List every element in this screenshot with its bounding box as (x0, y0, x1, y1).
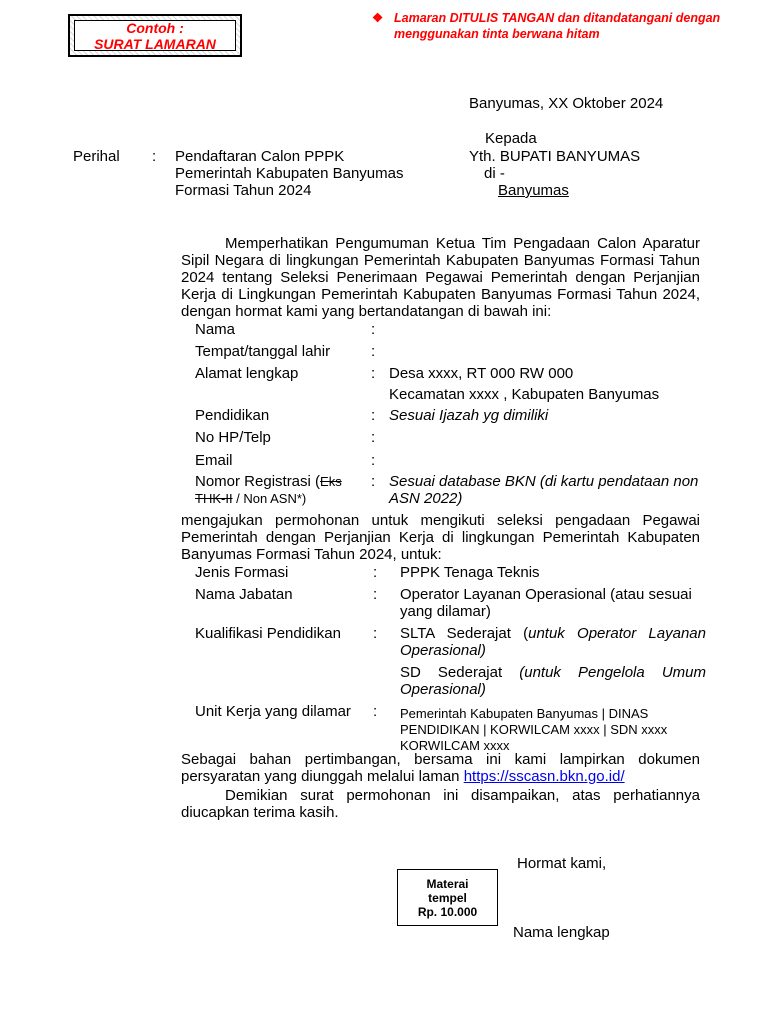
recipient-kepada: Kepada (485, 130, 537, 147)
recipient-di: di - (484, 165, 505, 182)
field-email-colon: : (371, 452, 376, 469)
field-alamat-line2: Kecamatan xxxx , Kabupaten Banyumas (389, 386, 660, 403)
date-place: Banyumas, XX Oktober 2024 (469, 95, 664, 112)
sample-label-inner (74, 20, 236, 51)
subject-line-1: Pendaftaran Calon PPPK (175, 148, 345, 165)
request-paragraph: mengajukan permohonan untuk mengikuti seleksi pengadaan Pegawai Pemerintah dengan Perjanjian Kerja di lingkungan Pemerintah Kabupaten Banyumas Formasi Tahun 2024, untuk: (181, 512, 700, 563)
field-jabatan-value: Operator Layanan Operasional (atau sesuai yang dilamar) (400, 586, 692, 620)
diamond-bullet-icon: ❖ (372, 11, 384, 25)
subject-colon: : (152, 148, 157, 165)
field-unit-value: Pemerintah Kabupaten Banyumas | DINAS PENDIDIKAN | KORWILCAM xxxx | SDN xxxx KORWILCAM xxxx (400, 706, 668, 753)
field-kualifikasi-colon: : (373, 625, 378, 642)
signature-name: Nama lengkap (513, 924, 610, 941)
stamp-line1: Materai (426, 876, 469, 891)
kualifikasi-opt2-main: SD Sederajat (400, 664, 520, 681)
attachment-text: Sebagai bahan pertimbangan, bersama ini kami lampirkan dokumen persyaratan yang diunggah melalui laman (181, 751, 700, 785)
subject-line-2: Pemerintah Kabupaten Banyumas (175, 165, 404, 182)
field-kualifikasi-option1 (400, 625, 706, 659)
field-unit-colon: : (373, 703, 378, 720)
field-ttl-colon: : (371, 343, 376, 360)
field-kualifikasi-option2 (400, 664, 706, 698)
field-registrasi-label (195, 473, 363, 507)
field-nama-label: Nama (195, 321, 236, 338)
field-pendidikan-label: Pendidikan (195, 407, 270, 424)
stamp-line3: Rp. 10.000 (417, 904, 478, 919)
sample-label-line1: Contoh : (126, 19, 184, 36)
field-hp-label: No HP/Telp (195, 429, 271, 446)
materai-stamp-box (397, 869, 498, 926)
field-unit-label: Unit Kerja yang dilamar (195, 703, 351, 720)
field-registrasi-value: Sesuai database BKN (di kartu pendataan non ASN 2022) (389, 473, 699, 507)
field-registrasi-colon: : (371, 473, 376, 490)
sample-label-line2: SURAT LAMARAN (94, 35, 216, 52)
sscasn-link[interactable]: https://sscasn.bkn.go.id/ (463, 768, 625, 785)
field-alamat-line1: Desa xxxx, RT 000 RW 000 (389, 365, 574, 382)
field-jenis-value: PPPK Tenaga Teknis (400, 564, 540, 581)
field-pendidikan-value: Sesuai Ijazah yg dimiliki (389, 407, 549, 424)
note-text: Lamaran DITULIS TANGAN dan ditandatangani dengan menggunakan tinta berwana hitam (394, 11, 721, 41)
registrasi-strike-thk: THK-II (195, 491, 233, 506)
registrasi-label-b: / Non ASN*) (232, 491, 307, 506)
regards: Hormat kami, (517, 855, 607, 872)
recipient-city: Banyumas (498, 182, 569, 199)
field-alamat-label: Alamat lengkap (195, 365, 299, 382)
field-jabatan-label: Nama Jabatan (195, 586, 293, 603)
recipient-name: Yth. BUPATI BANYUMAS (469, 148, 641, 165)
field-jenis-colon: : (373, 564, 378, 581)
kualifikasi-opt2-italic: (untuk Pengelola Umum Operasional) (400, 664, 706, 698)
field-kualifikasi-label: Kualifikasi Pendidikan (195, 625, 341, 642)
field-jabatan-colon: : (373, 586, 378, 603)
field-ttl-label: Tempat/tanggal lahir (195, 343, 331, 360)
sample-label-box (68, 14, 242, 57)
field-pendidikan-colon: : (371, 407, 376, 424)
handwritten-note (372, 10, 762, 42)
field-nama-colon: : (371, 321, 376, 338)
registrasi-strike-eks: Eks (320, 474, 342, 489)
field-alamat-colon: : (371, 365, 376, 382)
closing-paragraph: Demikian surat permohonan ini disampaikan, atas perhatiannya diucapkan terima kasih. (181, 787, 700, 821)
registrasi-label-a: Nomor Registrasi ( (195, 473, 321, 490)
opening-paragraph: Memperhatikan Pengumuman Ketua Tim Pengadaan Calon Aparatur Sipil Negara di lingkungan Pemerintah Kabupaten Banyumas Formasi Tahun 2024 tentang Seleksi Penerimaan Pegawai Pemerintah dengan Perjanjian Kerja di Lingkungan Pemerintah Kabupaten Banyumas Formasi Tahun 2024, dengan hormat kami yang bertandatangan di bawah ini: (181, 235, 700, 320)
stamp-line2: tempel (428, 890, 467, 905)
attachment-paragraph (181, 751, 700, 785)
field-jenis-label: Jenis Formasi (195, 564, 289, 581)
kualifikasi-opt1-italic: untuk Operator Layanan Operasional) (400, 625, 706, 659)
field-hp-colon: : (371, 429, 376, 446)
subject-line-3: Formasi Tahun 2024 (175, 182, 312, 199)
subject-label: Perihal (73, 148, 120, 165)
field-email-label: Email (195, 452, 233, 469)
kualifikasi-opt1-main: SLTA Sederajat ( (400, 625, 529, 642)
